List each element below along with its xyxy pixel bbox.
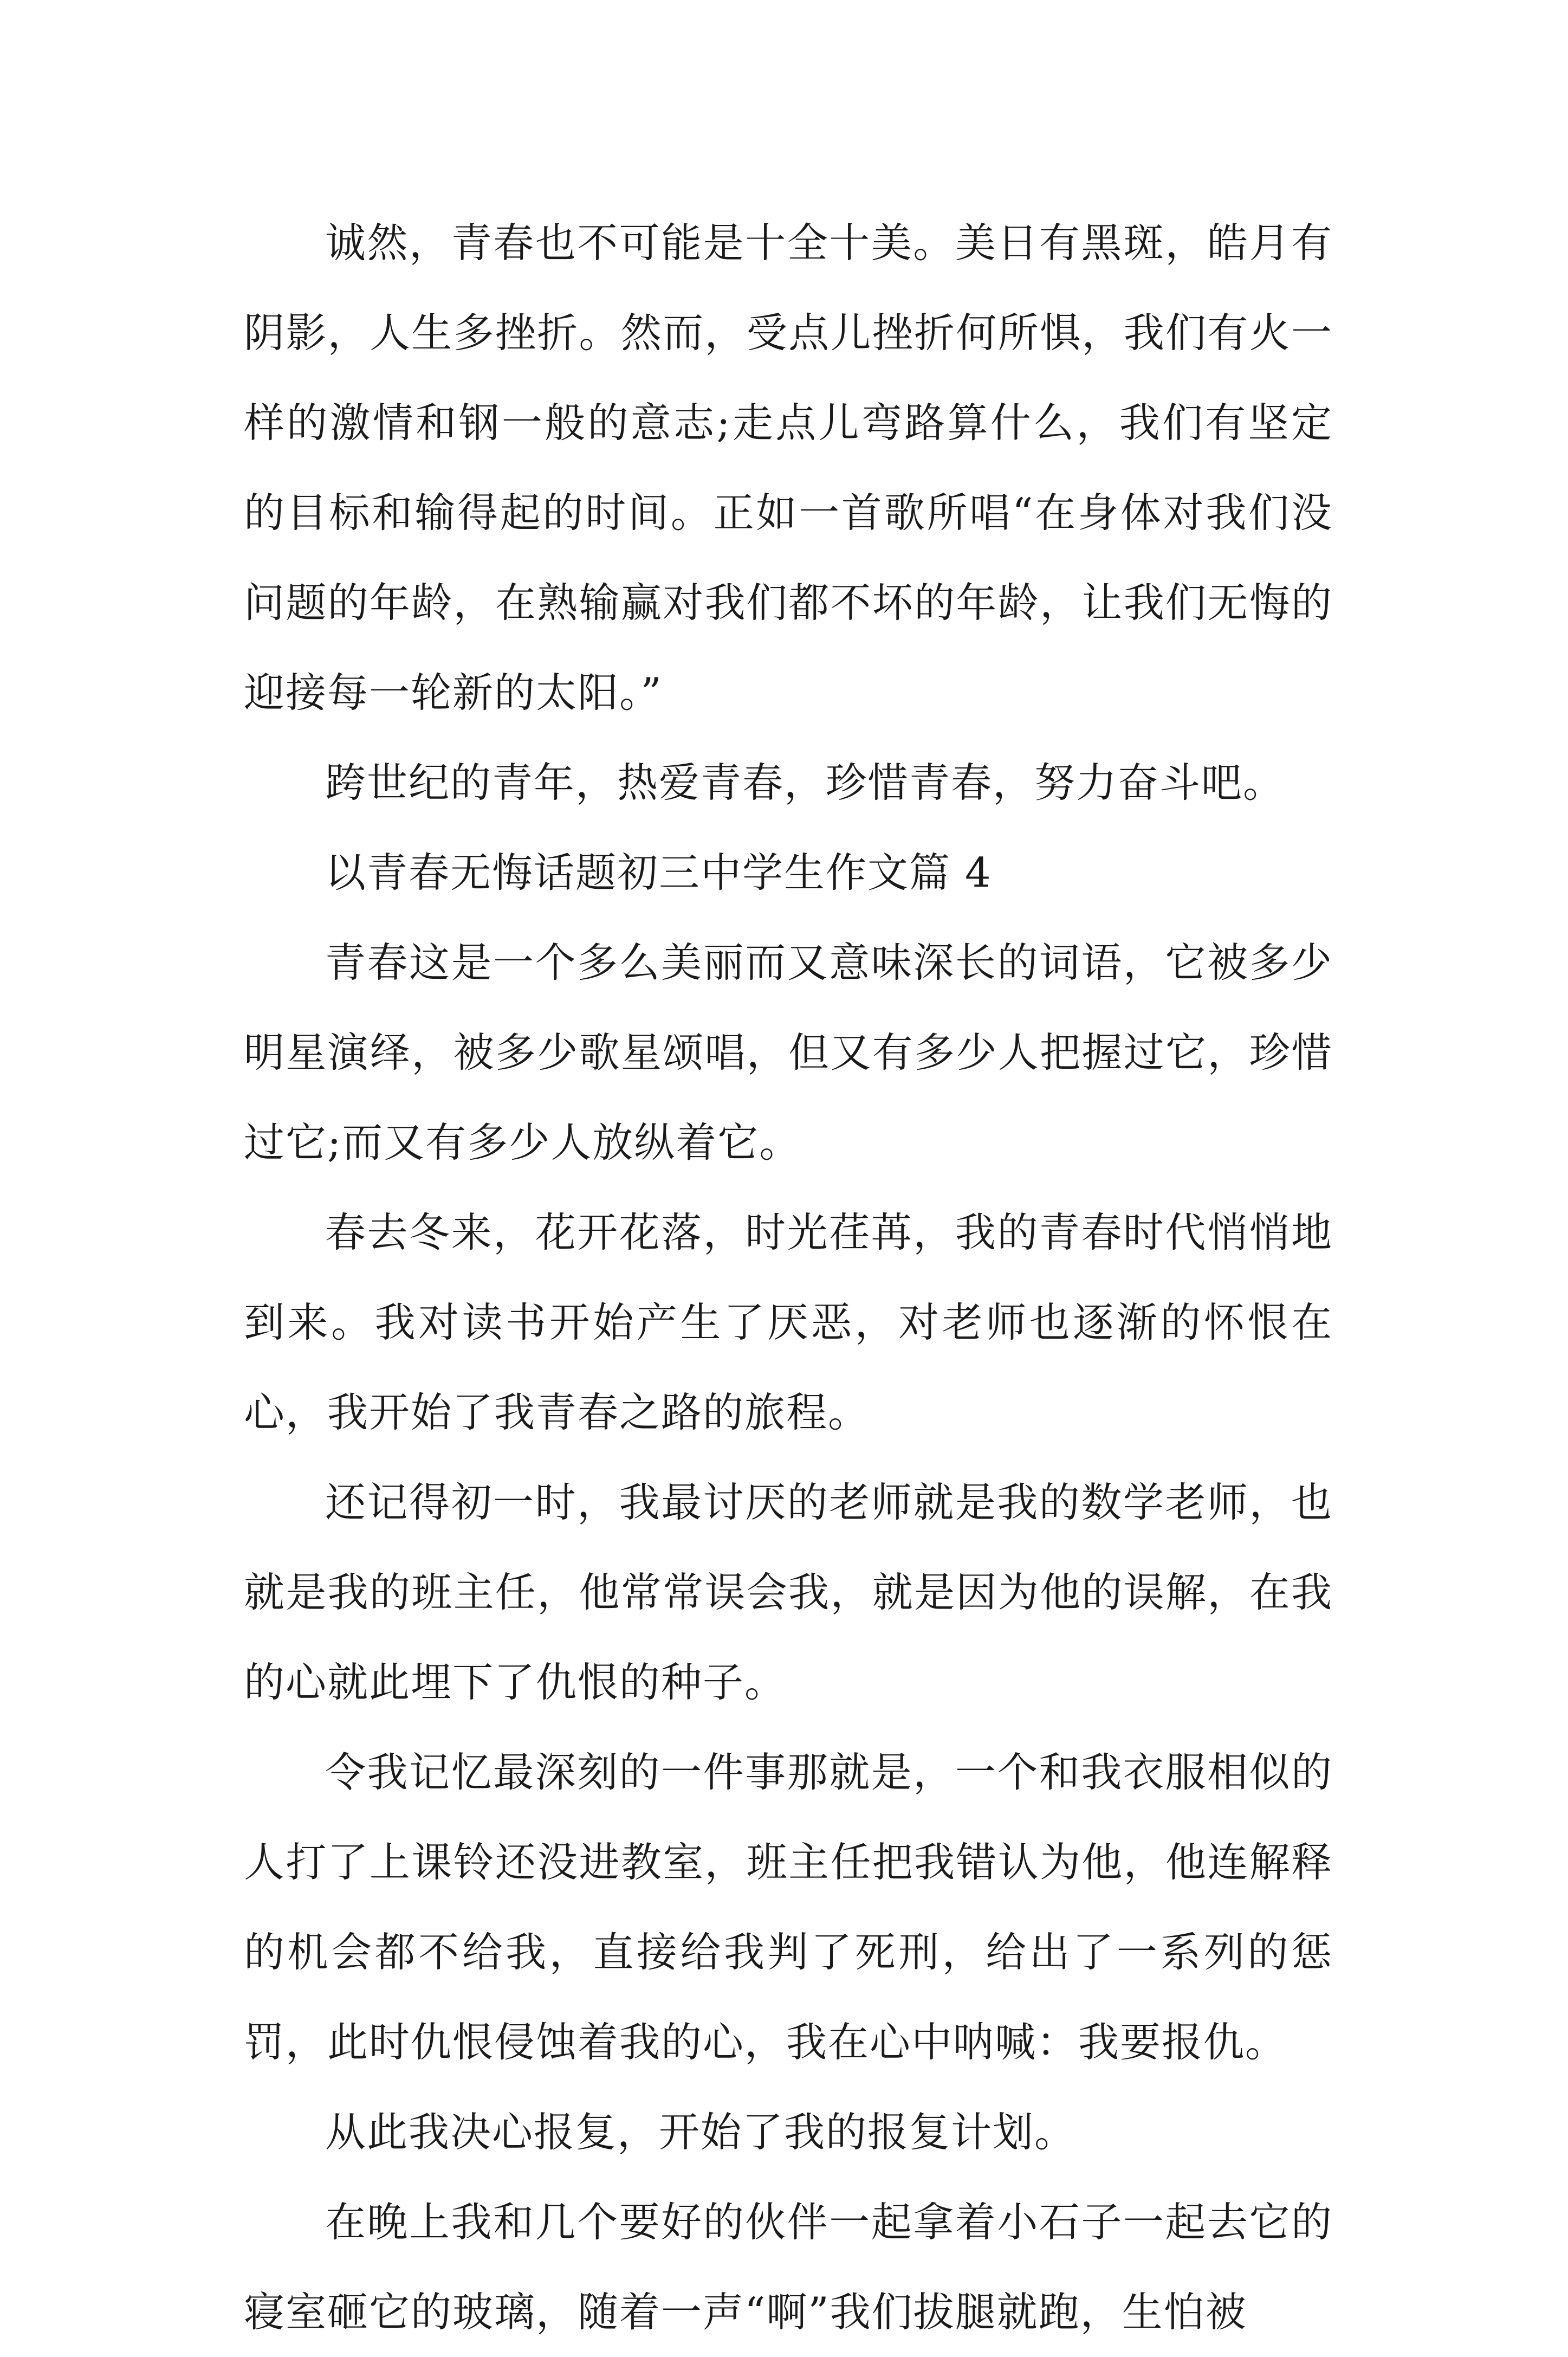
document-body — [244, 198, 1333, 2357]
paragraph: 从此我决心报复，开始了我的报复计划。 — [325, 2108, 1077, 2156]
paragraph: 春去冬来，花开花落，时光荏苒，我的青春时代悄悄地到来。我对读书开始产生了厌恶，对老师也逐渐的怀恨在心，我开始了我青春之路的旅程。 — [244, 1209, 1333, 1436]
paragraph: 令我记忆最深刻的一件事那就是，一个和我衣服相似的人打了上课铃还没进教室，班主任把我错认为他，他连解释的机会都不给我，直接给我判了死刑，给出了一系列的惩罚，此时仇恨侵蚀着我的心，我在心中呐喊：我要报仇。 — [244, 1748, 1333, 2066]
section-heading: 以青春无悔话题初三中学生作文篇 4 — [325, 849, 992, 896]
paragraph: 跨世纪的青年，热爱青春，珍惜青春，努力奋斗吧。 — [325, 759, 1285, 806]
paragraph: 在晚上我和几个要好的伙伴一起拿着小石子一起去它的寝室砸它的玻璃，随着一声“啊”我们拔腿就跑，生怕被 — [244, 2198, 1333, 2336]
paragraph: 诚然，青春也不可能是十全十美。美日有黑斑，皓月有阴影，人生多挫折。然而，受点儿挫折何所惧，我们有火一样的激情和钢一般的意志;走点儿弯路算什么，我们有坚定的目标和输得起的时间。正如一首歌所唱“在身体对我们没问题的年龄，在熟输赢对我们都不坏的年龄，让我们无悔的迎接每一轮新的太阳。” — [244, 219, 1333, 716]
paragraph: 还记得初一时，我最讨厌的老师就是我的数学老师，也就是我的班主任，他常常误会我，就是因为他的误解，在我的心就此埋下了仇恨的种子。 — [244, 1478, 1333, 1706]
paragraph: 青春这是一个多么美丽而又意味深长的词语，它被多少明星演绎，被多少歌星颂唱，但又有多少人把握过它，珍惜过它;而又有多少人放纵着它。 — [244, 939, 1333, 1166]
